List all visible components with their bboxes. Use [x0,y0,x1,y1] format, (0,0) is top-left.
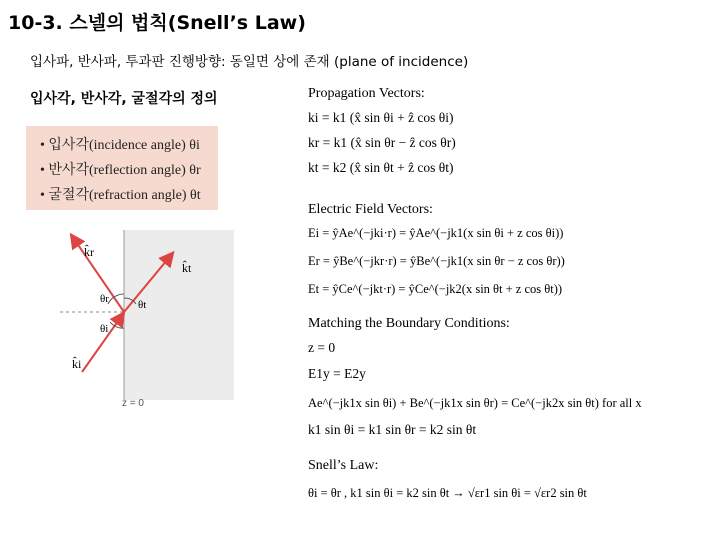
label-kt: k̂t [182,261,192,275]
definition-incidence: • 입사각(incidence angle) θi [40,138,200,153]
boundary-e-equality: E1y = E2y [308,366,366,381]
angle-definition-box [26,126,218,210]
reflection-refraction-diagram [60,222,240,410]
boundary-full-equation: Ae^(−jk1x sin θi) + Be^(−jk1x sin θr) = Ce^(−jk2x sin θt) for all x [308,396,642,410]
propagation-header: Propagation Vectors: [308,86,425,101]
propagation-kt: kt = k2 (x̂ sin θt + ẑ cos θt) [308,160,454,175]
definition-refraction: • 굴절각(refraction angle) θt [40,188,201,203]
boundary-header: Matching the Boundary Conditions: [308,316,510,331]
snell-equation: θi = θr , k1 sin θi = k2 sin θt → √εr1 sin θi = √εr2 sin θt [308,486,587,500]
label-z0: z = 0 [122,398,144,409]
propagation-kr: kr = k1 (x̂ sin θr − ẑ cos θr) [308,135,456,150]
propagation-ki: ki = k1 (x̂ sin θi + ẑ cos θi) [308,110,454,125]
reflected-ray [72,236,124,312]
electric-et: Et = ŷCe^(−jkt·r) = ŷCe^(−jk2(x sin θt + z cos θt)) [308,282,563,296]
boundary-z0: z = 0 [308,340,336,355]
electric-ei: Ei = ŷAe^(−jki·r) = ŷAe^(−jk1(x sin θi + z cos θi)) [308,226,564,240]
label-theta-i: θi [100,323,109,335]
snell-header: Snell’s Law: [308,458,379,473]
electric-header: Electric Field Vectors: [308,202,433,217]
label-theta-t: θt [138,299,147,311]
label-kr: k̂r [84,245,94,259]
definition-reflection: • 반사각(reflection angle) θr [40,163,201,178]
label-ki: k̂i [72,357,82,371]
subtitle: 입사파, 반사파, 투과판 진행방향: 동일면 상에 존재 (plane of incidence) [30,54,469,70]
label-theta-r: θr [100,293,109,305]
medium-2-region [124,230,234,400]
electric-er: Er = ŷBe^(−jkr·r) = ŷBe^(−jk1(x sin θr − z cos θr)) [308,254,565,268]
boundary-ksin: k1 sin θi = k1 sin θr = k2 sin θt [308,422,477,437]
page-title: 10-3. 스넬의 법칙(Snell’s Law) [8,12,306,34]
angle-definition-heading: 입사각, 반사각, 굴절각의 정의 [30,91,218,107]
